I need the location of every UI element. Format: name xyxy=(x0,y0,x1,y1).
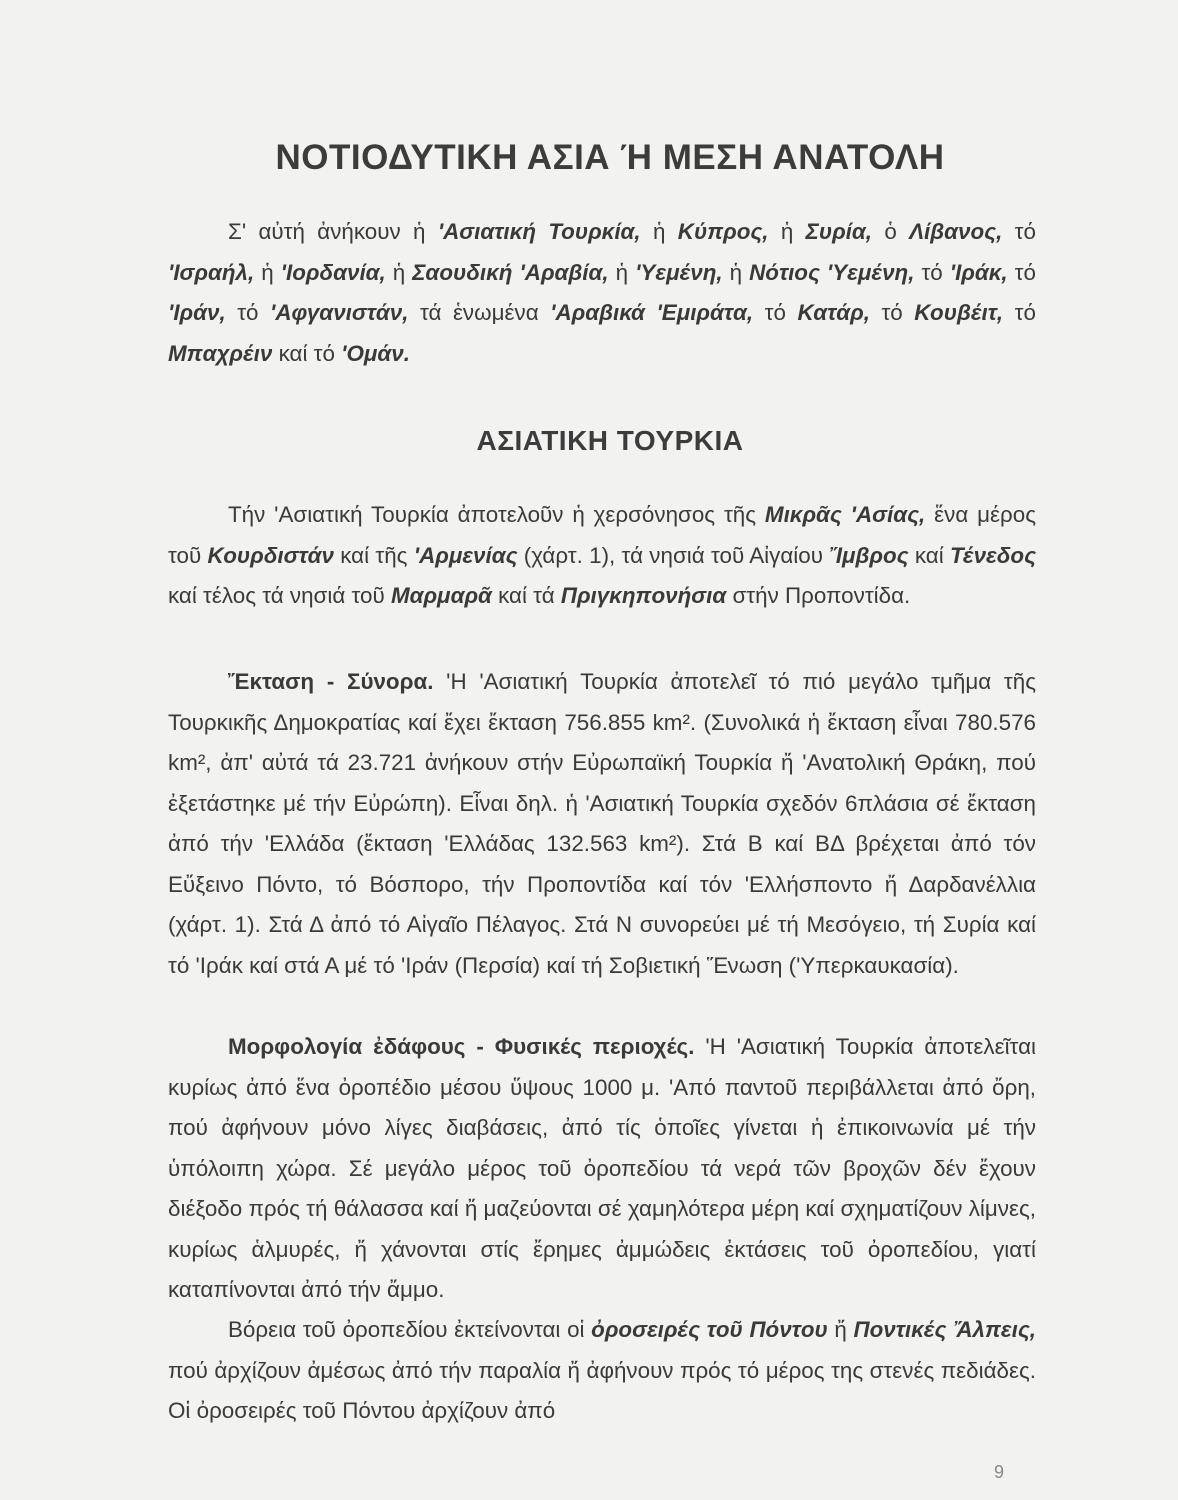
country-name: 'Αφγανιστάν, xyxy=(270,300,409,325)
intro-paragraph xyxy=(168,212,1036,374)
place-name: Τένεδος xyxy=(950,542,1037,568)
text: ὁ xyxy=(871,219,910,244)
country-name: Κύπρος, xyxy=(677,219,769,244)
place-name: Ἴμβρος xyxy=(829,542,909,568)
text: τό xyxy=(225,300,271,325)
country-name: Νότιος 'Υεμένη, xyxy=(749,259,915,285)
country-name: Λίβανος, xyxy=(909,219,1003,244)
text: ἡ xyxy=(254,259,281,285)
text: τό xyxy=(914,259,950,285)
text: καί τό xyxy=(272,340,342,366)
text: καί τέλος τά νησιά τοῦ xyxy=(168,583,391,608)
country-name: 'Αραβικά 'Εμιράτα, xyxy=(550,300,754,325)
text: ἡ xyxy=(640,219,678,244)
country-name: Κουβέιτ, xyxy=(914,300,1004,325)
text: 'Η 'Ασιατική Τουρκία ἀποτελεῖται κυρίως ἀπό ἕνα ὀροπέδιο μέσου ὕψους 1000 μ. 'Από παντοῦ περιβάλλεται ἀπό ὄρη, πού ἀφήνουν μόνο λίγες διαβάσεις, ἀπό τίς ὁποῖες γίνεται ἡ ἐπικοινωνία μέ τήν ὑπόλοιπη χώρα. Σέ μεγάλο μέρος τοῦ ὀροπεδίου τά νερά τῶν βροχῶν δέν ἔχουν διέξοδο πρός τή θάλασσα καί ἤ μαζεύονται σέ χαμηλότερα μέρη καί σχηματίζουν λίμνες, κυρίως ἁλμυρές, ἤ χάνονται στίς ἔρημες ἀμμώδεις ἐκτάσεις τοῦ ὀροπεδίου, γιατί καταπίνονται ἀπό τήν ἄμμο. xyxy=(168,1034,1036,1302)
paragraph-heading: Μορφολογία ἐδάφους - Φυσικές περιοχές. xyxy=(228,1034,695,1059)
text: στήν Προποντίδα. xyxy=(726,583,911,608)
place-name: ὀροσειρές τοῦ Πόντου xyxy=(591,1317,828,1342)
country-name: 'Ομάν. xyxy=(341,340,410,366)
text: ἡ xyxy=(722,259,750,285)
page-number: 9 xyxy=(994,1462,1005,1482)
country-name: 'Ιράν, xyxy=(168,300,226,325)
text: τά ἑνωμένα xyxy=(408,300,551,325)
text: Σ' αὐτή ἀνήκουν ἡ xyxy=(228,219,438,244)
country-name: Κατάρ, xyxy=(797,300,870,325)
text: Βόρεια τοῦ ὀροπεδίου ἐκτείνονται οἱ xyxy=(228,1317,592,1342)
text: ἡ xyxy=(385,259,413,285)
place-name: Ποντικές Ἄλπεις, xyxy=(853,1317,1036,1342)
place-name: Κουρδιστάν xyxy=(207,542,334,568)
text: τό xyxy=(869,300,915,325)
text: τό xyxy=(1007,259,1036,285)
place-name: Μικρᾶς 'Ασίας, xyxy=(764,502,926,527)
text: ἡ xyxy=(608,259,636,285)
section-title: ΑΣΙΑΤΙΚΗ ΤΟΥΡΚΙΑ xyxy=(476,425,744,456)
country-name: Σαουδική 'Αραβία, xyxy=(412,259,609,285)
paragraph-territory xyxy=(168,495,1036,617)
text: τό xyxy=(1003,300,1036,325)
text: ἤ xyxy=(827,1317,854,1342)
country-name: 'Ισραήλ, xyxy=(168,259,255,285)
text: καί xyxy=(908,542,951,568)
text: ἕνα μέρος τοῦ xyxy=(168,502,1036,568)
country-name: Συρία, xyxy=(805,219,872,244)
country-name: Μπαχρέιν xyxy=(168,340,273,366)
text: καί τῆς xyxy=(333,542,414,568)
place-name: Πριγκηπονήσια xyxy=(560,583,727,608)
country-name: 'Ιορδανία, xyxy=(280,259,386,285)
country-name: 'Υεμένη, xyxy=(635,259,723,285)
text: 'Η 'Ασιατική Τουρκία ἀποτελεῖ τό πιό μεγάλο τμῆμα τῆς Τουρκικῆς Δημοκρατίας καί ἔχει ἔκταση 756.855 km². (Συνολικά ἡ ἔκταση εἶναι 780.576 km², ἀπ' αὐτά τά 23.721 ἀνήκουν στήν Εὐρωπαϊκή Τουρκία ἤ 'Ανατολική Θράκη, πού ἐξετάστηκε μέ τήν Εὐρώπη). Εἶναι δηλ. ἡ 'Ασιατική Τουρκία σχεδόν 6πλάσια σέ ἔκταση ἀπό τήν 'Ελλάδα (ἔκταση 'Ελλάδας 132.563 km²). Στά Β καί ΒΔ βρέχεται ἀπό τόν Εὔξεινο Πόντο, τό Βόσπορο, τήν Προποντίδα καί τόν 'Ελλήσποντο ἤ Δαρδανέλλια (χάρτ. 1). Στά Δ ἀπό τό Αἰγαῖο Πέλαγος. Στά Ν συνορεύει μέ τή Μεσόγειο, τή Συρία καί τό 'Ιράκ καί στά Α μέ τό 'Ιράν (Περσία) καί τή Σοβιετική Ἕνωση ('Υπερκαυκασία). xyxy=(168,669,1036,978)
place-name: 'Αρμενίας xyxy=(413,542,518,568)
paragraph-area-borders xyxy=(168,662,1036,986)
text: τό xyxy=(1002,219,1036,244)
text: ἡ xyxy=(768,219,806,244)
text: καί τά xyxy=(491,583,561,608)
paragraph-morphology xyxy=(168,1027,1036,1311)
country-name: 'Ασιατική Τουρκία, xyxy=(437,219,641,244)
paragraph-heading: Ἔκταση - Σύνορα. xyxy=(228,669,434,694)
text: τό xyxy=(753,300,798,325)
page-title: ΝΟΤΙΟΔΥΤΙΚΗ ΑΣΙΑ Ή ΜΕΣΗ ΑΝΑΤΟΛΗ xyxy=(275,138,945,177)
text: (χάρτ. 1), τά νησιά τοῦ Αἰγαίου xyxy=(517,542,830,568)
text: Τήν 'Ασιατική Τουρκία ἀποτελοῦν ἡ χερσόνησος τῆς xyxy=(228,502,765,527)
place-name: Μαρμαρᾶ xyxy=(390,583,492,608)
country-name: 'Ιράκ, xyxy=(949,259,1008,285)
paragraph-pontic-mountains xyxy=(168,1310,1036,1432)
text: πού ἀρχίζουν ἀμέσως ἀπό τήν παραλία ἤ ἀφήνουν πρός τό μέρος της στενές πεδιάδες. Οἱ ὀροσειρές τοῦ Πόντου ἀρχίζουν ἀπό xyxy=(168,1357,1036,1423)
